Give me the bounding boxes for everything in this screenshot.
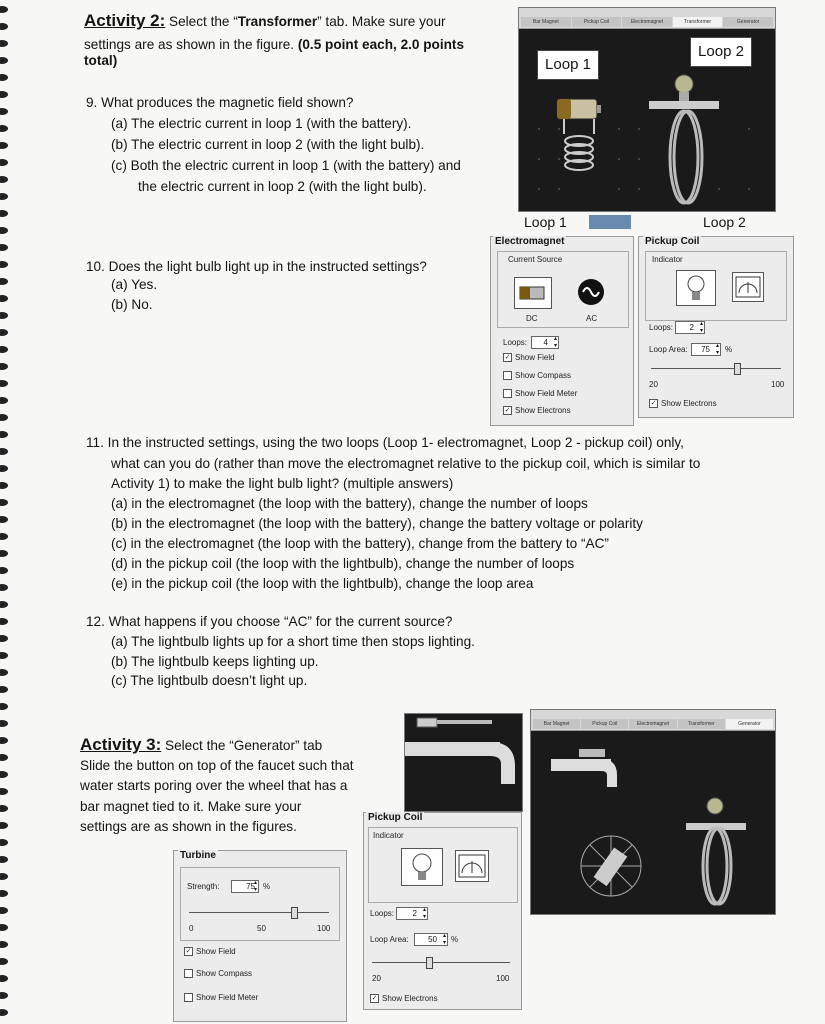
spiral-ring [0, 788, 8, 795]
faucet-crop [404, 713, 523, 812]
spiral-ring [0, 6, 8, 13]
show-field-checkbox[interactable] [503, 353, 555, 362]
pickup1-loop-area-slider[interactable] [651, 368, 781, 369]
spiral-ring [0, 295, 8, 302]
pickup2-unit: % [451, 935, 459, 944]
loop2-callout: Loop 2 [690, 37, 752, 67]
pickup2-loops-spinner[interactable]: 2 ▴▾ [396, 907, 428, 920]
spiral-ring [0, 958, 8, 965]
spiral-ring [0, 771, 8, 778]
show-compass-checkbox[interactable] [503, 371, 571, 380]
loop2-label: Loop 2 [703, 214, 746, 230]
turbine-show-compass-label: Show Compass [196, 969, 253, 978]
indicator-group-2 [368, 827, 518, 903]
turbine-title: Turbine [180, 850, 216, 861]
light-bulb-indicator-button[interactable] [676, 270, 716, 306]
spiral-ring [0, 91, 8, 98]
gen-light-bulb-indicator-button[interactable] [401, 848, 443, 886]
activity2-line2-a: settings are as shown in the figure. [84, 37, 298, 52]
pickup2-show-electrons-checkbox[interactable] [370, 994, 438, 1003]
spiral-ring [0, 431, 8, 438]
spiral-ring [0, 499, 8, 506]
show-field-label: Show Field [515, 353, 555, 362]
gen-tab-bar-magnet[interactable]: Bar Magnet [533, 719, 580, 729]
tab-pickup-coil[interactable]: Pickup Coil [572, 17, 622, 27]
spiral-ring [0, 567, 8, 574]
q12-option-b: (b) The lightbulb keeps lighting up. [111, 654, 319, 669]
pickup1-loop-area-label: Loop Area: [649, 345, 688, 354]
activity3-heading [80, 735, 322, 756]
pickup-coil-title-1: Pickup Coil [645, 236, 700, 247]
strength-min: 0 [189, 924, 194, 933]
spiral-ring [0, 873, 8, 880]
spiral-ring [0, 465, 8, 472]
ac-source-button[interactable] [578, 279, 604, 305]
generator-titlebar [531, 710, 775, 731]
loop1-callout: Loop 1 [537, 50, 599, 80]
checkbox-checked-icon: ✓ [504, 407, 511, 415]
spiral-ring [0, 601, 8, 608]
spiral-ring [0, 822, 8, 829]
tab-generator[interactable]: Generator [723, 17, 773, 27]
strength-field[interactable]: 75 ▴▾ [231, 880, 259, 893]
spiral-ring [0, 907, 8, 914]
activity3-line1: Select the “Generator” tab [161, 738, 323, 753]
pickup1-loops-label: Loops: [649, 323, 674, 332]
spiral-ring [0, 261, 8, 268]
q11-option-c: (c) in the electromagnet (the loop with the battery), change from the battery to “AC” [111, 536, 609, 551]
activity2-tab-name: Transformer [237, 14, 318, 29]
pickup1-min: 20 [649, 380, 658, 389]
spiral-ring [0, 227, 8, 234]
loop1-label: Loop 1 [524, 214, 567, 230]
pickup1-slider-knob[interactable] [734, 363, 741, 375]
spiral-ring [0, 941, 8, 948]
q10-option-b: (b) No. [111, 297, 153, 312]
q9-question: 9. What produces the magnetic field shown? [86, 95, 354, 110]
generator-pickup-coil-icon [703, 828, 731, 904]
activity2-line3: total) [84, 53, 118, 68]
spiral-ring [0, 57, 8, 64]
activity3-line5: settings are as shown in the figures. [80, 819, 297, 834]
show-electrons-checkbox[interactable] [503, 406, 571, 415]
loops-label: Loops: [503, 338, 528, 347]
strength-max: 100 [317, 924, 331, 933]
spiral-ring [0, 550, 8, 557]
q9-option-a: (a) The electric current in loop 1 (with the battery). [111, 116, 412, 131]
q11-question-line1: 11. In the instructed settings, using the two loops (Loop 1- electromagnet, Loop 2 - pickup coil) only, [86, 435, 684, 450]
spiral-ring [0, 618, 8, 625]
gen-tab-electromagnet[interactable]: Electromagnet [629, 719, 676, 729]
current-source-label: Current Source [508, 255, 563, 264]
current-source-group [497, 251, 629, 328]
checkbox-checked-icon: ✓ [650, 400, 657, 408]
sim-tab-strip [521, 17, 773, 27]
turbine-show-field-meter-checkbox[interactable] [184, 993, 258, 1002]
spiral-ring [0, 193, 8, 200]
spiral-ring [0, 737, 8, 744]
q10-question: 10. Does the light bulb light up in the instructed settings? [86, 259, 427, 274]
loops-spinner[interactable]: 4 ▴▾ [531, 336, 559, 349]
tab-electromagnet[interactable]: Electromagnet [622, 17, 672, 27]
q11-option-b: (b) in the electromagnet (the loop with the battery), change the battery voltage or polarity [111, 516, 643, 531]
pickup2-loop-area-label: Loop Area: [370, 935, 409, 944]
checkbox-unchecked-icon [184, 993, 193, 1002]
dc-label: DC [526, 314, 538, 323]
q12-question: 12. What happens if you choose “AC” for the current source? [86, 614, 453, 629]
spiral-ring [0, 533, 8, 540]
q11-question-line3: Activity 1) to make the light bulb light? (multiple answers) [111, 476, 454, 491]
spiral-ring [0, 142, 8, 149]
q11-question-line2: what can you do (rather than move the electromagnet relative to the pickup coil, which is similar to [111, 456, 701, 471]
spiral-ring [0, 686, 8, 693]
spiral-ring [0, 703, 8, 710]
q9-option-c-cont: the electric current in loop 2 (with the light bulb). [138, 179, 427, 194]
checkbox-checked-icon: ✓ [504, 354, 511, 362]
activity3-title: Activity 3: [80, 735, 162, 754]
gen-tab-generator[interactable]: Generator [726, 719, 773, 729]
spiral-ring [0, 40, 8, 47]
spiral-ring [0, 108, 8, 115]
pickup1-show-electrons-label: Show Electrons [661, 399, 717, 408]
ruler-strip [589, 215, 631, 229]
spiral-ring [0, 669, 8, 676]
electromagnet-panel-title: Electromagnet [495, 236, 565, 247]
spiral-ring [0, 176, 8, 183]
battery-icon [557, 99, 601, 119]
turbine-show-field-label: Show Field [196, 947, 236, 956]
q9-option-c: (c) Both the electric current in loop 1 (with the battery) and [111, 158, 461, 173]
generator-sim-window [530, 709, 776, 915]
checkbox-checked-icon: ✓ [371, 995, 378, 1003]
spiral-ring [0, 278, 8, 285]
activity2-line2 [84, 35, 464, 55]
spiral-ring [0, 924, 8, 931]
indicator-label-1: Indicator [652, 255, 683, 264]
pickup-coil-panel-1 [638, 236, 794, 418]
spiral-ring [0, 397, 8, 404]
turbine-strength-group [180, 867, 340, 941]
spiral-ring [0, 890, 8, 897]
show-field-meter-label: Show Field Meter [515, 389, 578, 398]
ac-wave-icon [578, 279, 604, 305]
generator-light-bulb-icon [686, 798, 746, 830]
electromagnet-coil-icon [564, 119, 594, 170]
light-bulb-icon [402, 849, 442, 885]
activity3-line3: water starts poring over the wheel that has a [80, 778, 348, 793]
turbine-show-field-checkbox[interactable] [184, 947, 236, 956]
pickup1-max: 100 [771, 380, 785, 389]
spiral-ring [0, 125, 8, 132]
spiral-ring [0, 992, 8, 999]
activity2-points: (0.5 point each, 2.0 points [297, 37, 465, 52]
activity3-line4: bar magnet tied to it. Make sure your [80, 799, 302, 814]
pickup2-loop-area-field[interactable]: 50 ▴▾ [414, 933, 448, 946]
light-bulb-icon [649, 75, 719, 109]
pickup1-loop-area-field[interactable]: 75 ▴▾ [691, 343, 721, 356]
activity2-heading [84, 11, 446, 32]
checkbox-checked-icon: ✓ [185, 948, 192, 956]
generator-tab-strip [533, 719, 773, 729]
spiral-ring [0, 1009, 8, 1016]
checkbox-unchecked-icon [184, 969, 193, 978]
pickup-coil-panel-2 [363, 812, 522, 1010]
spiral-ring [0, 363, 8, 370]
checkbox-unchecked-icon [503, 389, 512, 398]
spiral-ring [0, 652, 8, 659]
tab-transformer[interactable]: Transformer [673, 17, 723, 27]
voltmeter-icon [733, 273, 763, 301]
faucet-icon [405, 714, 522, 811]
activity2-intro-end: ” tab. Make sure your [317, 14, 446, 29]
pickup2-loop-area-slider[interactable] [372, 962, 510, 963]
gen-voltmeter-indicator-button[interactable] [455, 850, 489, 882]
q12-option-c: (c) The lightbulb doesn’t light up. [111, 673, 308, 688]
spiral-ring [0, 346, 8, 353]
spiral-binding [0, 0, 14, 1024]
strength-slider-knob[interactable] [291, 907, 298, 919]
pickup2-slider-knob[interactable] [426, 957, 433, 969]
spiral-ring [0, 516, 8, 523]
q12-option-a: (a) The lightbulb lights up for a short time then stops lighting. [111, 634, 475, 649]
pickup1-loops-spinner[interactable]: 2 ▴▾ [675, 321, 705, 334]
checkbox-unchecked-icon [503, 371, 512, 380]
spiral-ring [0, 482, 8, 489]
pickup2-show-electrons-label: Show Electrons [382, 994, 438, 1003]
q11-option-a: (a) in the electromagnet (the loop with the battery), change the number of loops [111, 496, 588, 511]
activity2-intro-start: Select the “ [165, 14, 238, 29]
ac-label: AC [586, 314, 598, 323]
show-compass-label: Show Compass [515, 371, 572, 380]
transformer-scene [519, 29, 775, 210]
q11-option-e: (e) in the pickup coil (the loop with the lightbulb), change the loop area [111, 576, 534, 591]
generator-scene [531, 731, 775, 913]
spiral-ring [0, 380, 8, 387]
q10-option-a: (a) Yes. [111, 277, 158, 292]
light-bulb-icon [677, 271, 715, 305]
spiral-ring [0, 74, 8, 81]
electromagnet-panel [490, 236, 634, 426]
indicator-label-2: Indicator [373, 831, 404, 840]
spiral-ring [0, 159, 8, 166]
pickup2-min: 20 [372, 974, 381, 983]
dc-battery-button[interactable] [514, 277, 552, 309]
spiral-ring [0, 244, 8, 251]
spiral-ring [0, 754, 8, 761]
strength-slider[interactable] [189, 912, 329, 913]
strength-unit: % [263, 882, 271, 891]
show-field-meter-checkbox[interactable] [503, 389, 577, 398]
spiral-ring [0, 584, 8, 591]
battery-icon [515, 278, 551, 308]
q9-option-b: (b) The electric current in loop 2 (with the light bulb). [111, 137, 425, 152]
gen-tab-pickup-coil[interactable]: Pickup Coil [581, 719, 628, 729]
activity3-line2: Slide the button on top of the faucet such that [80, 758, 354, 773]
pickup1-show-electrons-checkbox[interactable] [649, 399, 717, 408]
spiral-ring [0, 720, 8, 727]
spiral-ring [0, 312, 8, 319]
pickup1-unit: % [725, 345, 733, 354]
pickup2-loops-label: Loops: [370, 909, 395, 918]
activity2-title: Activity 2: [84, 11, 166, 30]
voltmeter-indicator-button[interactable] [732, 272, 764, 302]
pickup-coil-icon [670, 111, 702, 203]
sim-titlebar [519, 8, 775, 29]
spiral-ring [0, 448, 8, 455]
pickup-coil-title-2: Pickup Coil [368, 812, 423, 823]
spiral-ring [0, 635, 8, 642]
spiral-ring [0, 329, 8, 336]
strength-label: Strength: [187, 882, 220, 891]
turbine-show-compass-checkbox[interactable] [184, 969, 252, 978]
show-electrons-label: Show Electrons [515, 406, 571, 415]
strength-mid: 50 [257, 924, 266, 933]
spiral-ring [0, 839, 8, 846]
voltmeter-icon [456, 851, 488, 881]
spiral-ring [0, 210, 8, 217]
gen-tab-transformer[interactable]: Transformer [678, 719, 725, 729]
transformer-sim-window [518, 7, 776, 212]
pickup2-max: 100 [496, 974, 510, 983]
spiral-ring [0, 23, 8, 30]
spiral-ring [0, 414, 8, 421]
q11-option-d: (d) in the pickup coil (the loop with the lightbulb), change the number of loops [111, 556, 575, 571]
indicator-group-1 [645, 251, 787, 321]
turbine-show-field-meter-label: Show Field Meter [196, 993, 259, 1002]
spiral-ring [0, 975, 8, 982]
tab-bar-magnet[interactable]: Bar Magnet [521, 17, 571, 27]
spiral-ring [0, 856, 8, 863]
turbine-panel [173, 850, 347, 1022]
spiral-ring [0, 805, 8, 812]
